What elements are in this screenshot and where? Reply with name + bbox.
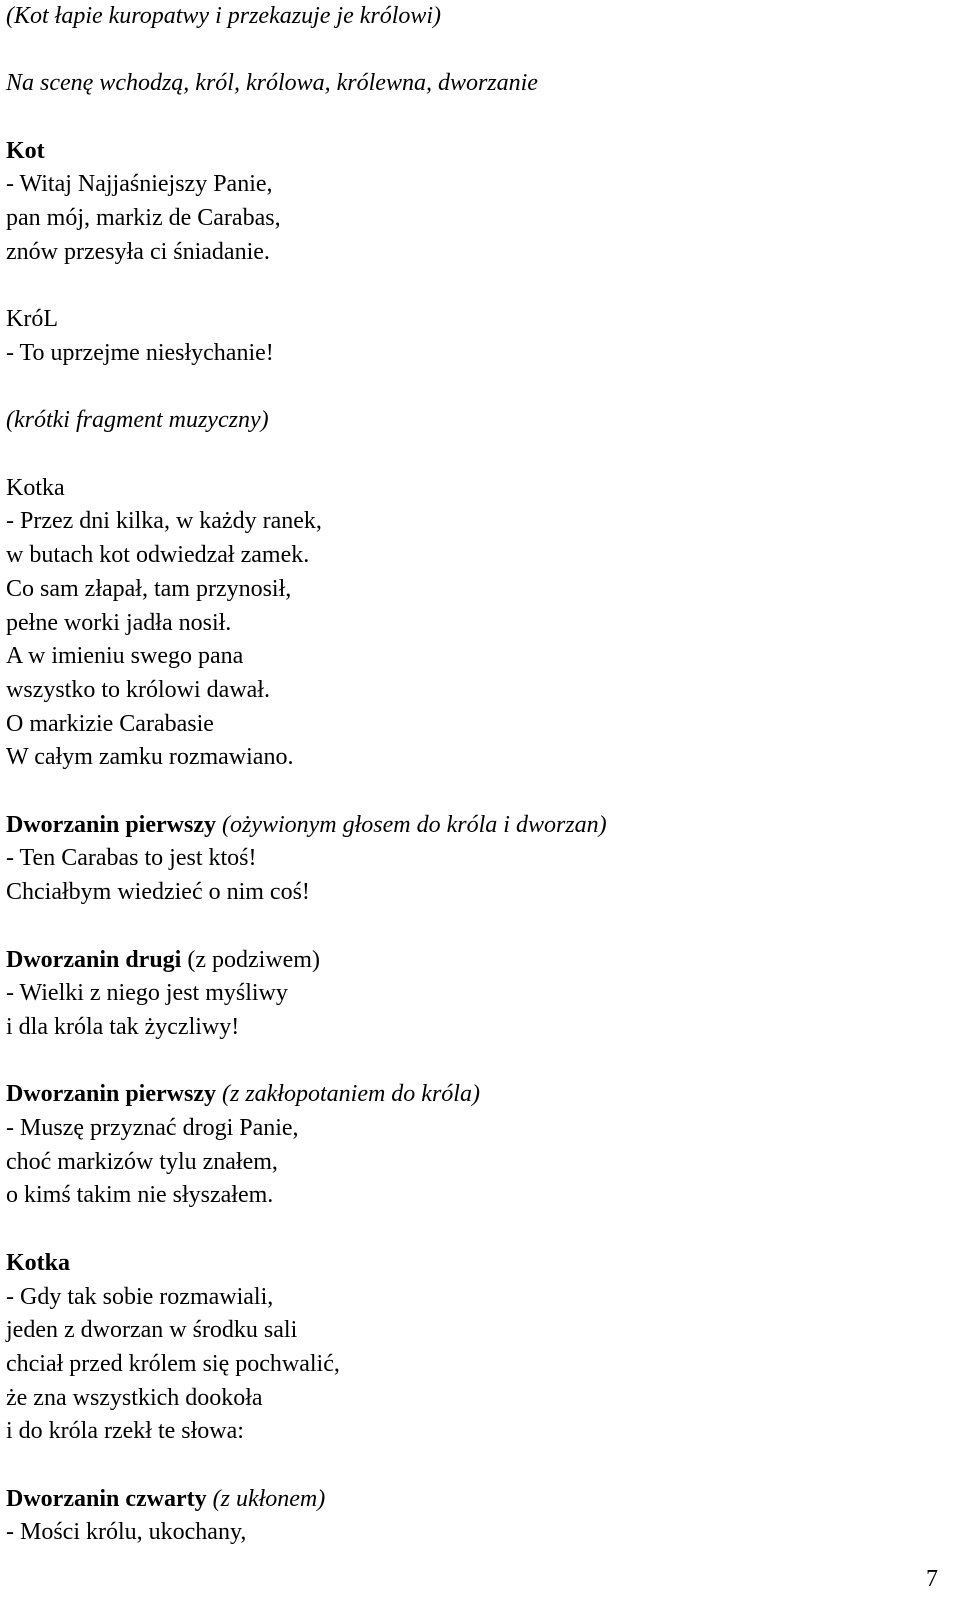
dialogue-line: O markizie Carabasie: [6, 710, 214, 737]
speaker-name: Dworzanin pierwszy: [6, 1081, 216, 1108]
dialogue-line: - Gdy tak sobie rozmawiali,: [6, 1283, 274, 1310]
script-page: [6, 0, 936, 1550]
stage-direction-music: (krótki fragment muzyczny): [6, 407, 269, 434]
dialogue-line: Chciałbym wiedzieć o nim coś!: [6, 879, 310, 906]
speaker-heading: [6, 944, 936, 978]
dialogue-line: znów przesyła ci śniadanie.: [6, 238, 270, 265]
speaker-direction: (z podziwem): [187, 946, 320, 973]
dialogue-line: - Przez dni kilka, w każdy ranek,: [6, 508, 322, 535]
dialogue-line: o kimś takim nie słyszałem.: [6, 1182, 274, 1209]
dialogue-line: - Wielki z niego jest myśliwy: [6, 980, 288, 1007]
dialogue-line: choć markizów tylu znałem,: [6, 1148, 278, 1175]
dialogue-block-dworzanin-pierwszy: [6, 809, 936, 910]
speaker-name: Dworzanin czwarty: [6, 1485, 207, 1512]
dialogue-block-kot: [6, 135, 936, 270]
stage-direction-entrance: Na scenę wchodzą, król, królowa, królewna, dworzanie: [6, 70, 538, 97]
spacer: [6, 910, 936, 944]
dialogue-line: A w imieniu swego pana: [6, 643, 244, 670]
dialogue-line: - Witaj Najjaśniejszy Panie,: [6, 171, 273, 198]
dialogue-line: - Muszę przyznać drogi Panie,: [6, 1115, 299, 1142]
dialogue-block-krol: [6, 303, 936, 370]
spacer: [6, 34, 936, 68]
speaker-direction: (z zakłopotaniem do króla): [221, 1081, 480, 1108]
spacer: [6, 438, 936, 472]
speaker-name: Kotka: [6, 474, 65, 501]
dialogue-line: W całym zamku rozmawiano.: [6, 744, 294, 771]
spacer: [6, 1213, 936, 1247]
dialogue-line: - Mości królu, ukochany,: [6, 1519, 247, 1546]
dialogue-block-kotka: [6, 472, 936, 775]
dialogue-line: Co sam złapał, tam przynosił,: [6, 575, 292, 602]
speaker-name: Dworzanin drugi: [6, 946, 182, 973]
spacer: [6, 371, 936, 405]
speaker-direction: (ożywionym głosem do króla i dworzan): [221, 811, 607, 838]
dialogue-line: że zna wszystkich dookoła: [6, 1384, 263, 1411]
dialogue-block-dworzanin-drugi: [6, 944, 936, 1045]
speaker-heading: [6, 1483, 936, 1517]
dialogue-line: wszystko to królowi dawał.: [6, 676, 270, 703]
page-number: 7: [926, 1566, 938, 1592]
stage-direction-opening: (Kot łapie kuropatwy i przekazuje je królowi): [6, 3, 442, 29]
dialogue-line: i dla króla tak życzliwy!: [6, 1013, 240, 1040]
spacer: [6, 270, 936, 304]
speaker-name: Dworzanin pierwszy: [6, 811, 216, 838]
speaker-heading: [6, 1078, 936, 1112]
dialogue-line: - To uprzejme niesłychanie!: [6, 339, 274, 366]
speaker-name: Kotka: [6, 1249, 71, 1276]
spacer: [6, 1449, 936, 1483]
dialogue-block-kotka-2: [6, 1247, 936, 1449]
spacer: [6, 775, 936, 809]
spacer: [6, 1045, 936, 1079]
dialogue-block-dworzanin-pierwszy-2: [6, 1078, 936, 1213]
dialogue-line: jeden z dworzan w środku sali: [6, 1317, 298, 1344]
speaker-name: KróL: [6, 306, 58, 333]
speaker-heading: [6, 809, 936, 843]
dialogue-block-dworzanin-czwarty: [6, 1483, 936, 1550]
dialogue-line: pełne worki jadła nosił.: [6, 609, 232, 636]
speaker-direction: (z ukłonem): [212, 1485, 326, 1512]
dialogue-line: pan mój, markiz de Carabas,: [6, 205, 281, 232]
spacer: [6, 101, 936, 135]
dialogue-line: i do króla rzekł te słowa:: [6, 1418, 244, 1445]
speaker-name: Kot: [6, 137, 45, 164]
dialogue-line: chciał przed królem się pochwalić,: [6, 1350, 340, 1377]
dialogue-line: - Ten Carabas to jest ktoś!: [6, 845, 257, 872]
dialogue-line: w butach kot odwiedzał zamek.: [6, 542, 310, 569]
